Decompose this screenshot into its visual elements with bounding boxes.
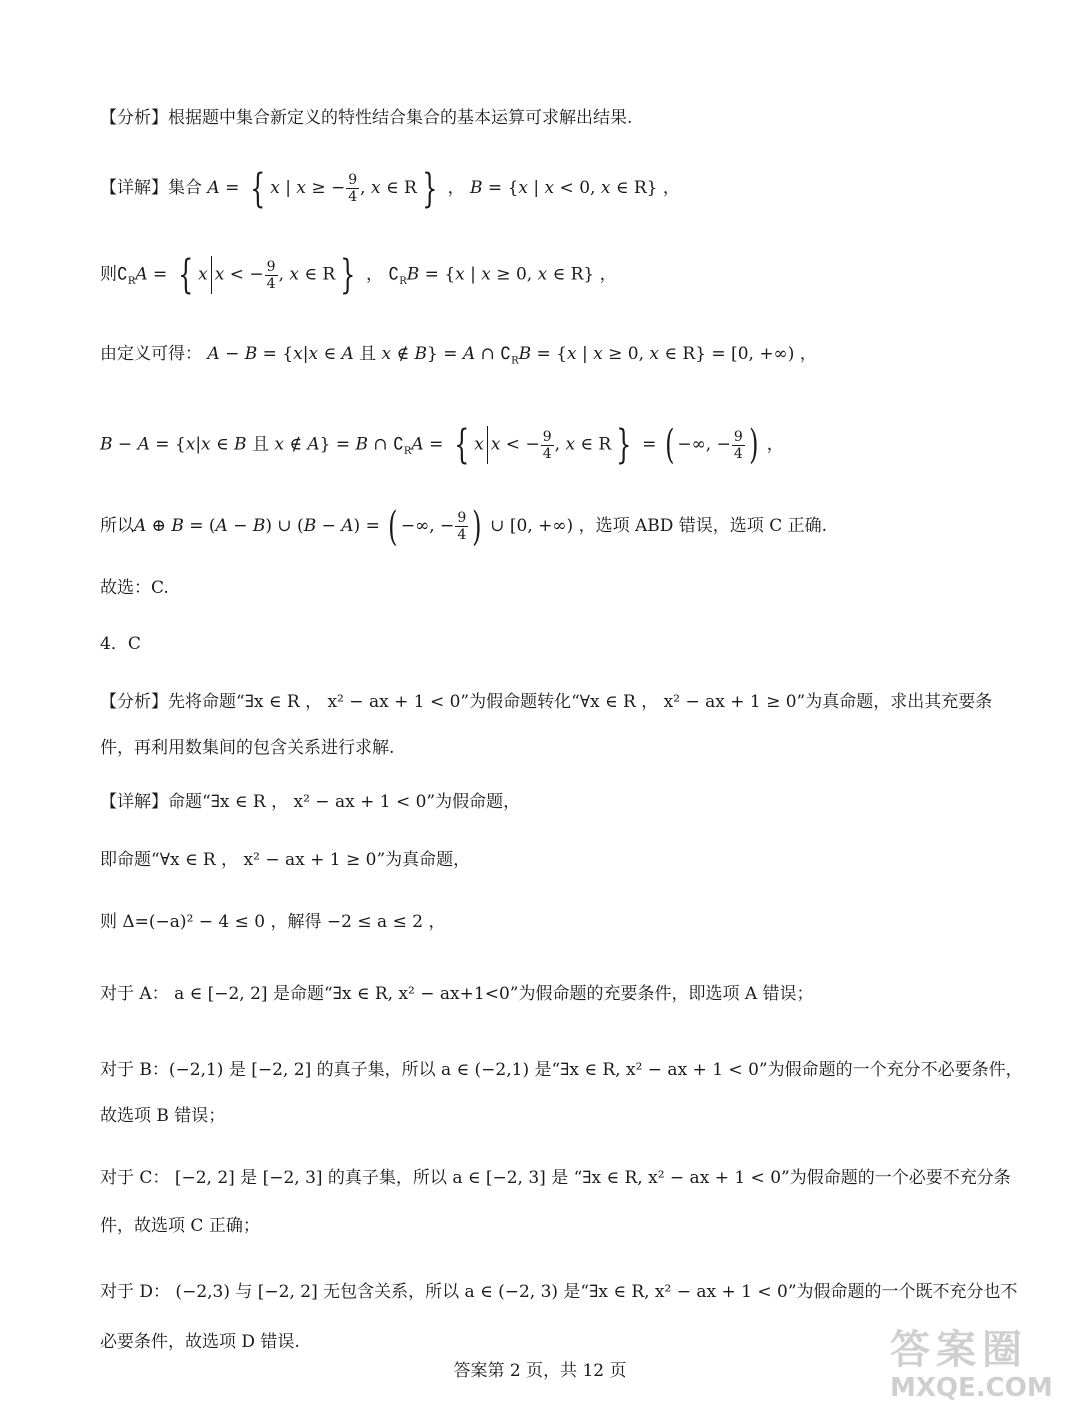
- q4-analysis-line1: 【分析】先将命题“∃x ∈ R ， x² − ax + 1 < 0”为假命题转化“∀x ∈ R ， x² − ax + 1 ≥ 0”为真命题，求出其充要条: [100, 692, 993, 712]
- detail-label: 【详解】: [100, 178, 168, 198]
- then-prefix: 则: [100, 264, 117, 285]
- detail-prefix: 集合: [168, 178, 202, 198]
- a-minus-b-line: 由定义可得： A − B = {x|x ∈ A 且 x ∉ B} = A ∩ $∁_RB = \{x$ | x ≥ 0, x ∈ R} = [0, +∞) ，: [100, 344, 817, 367]
- option-d-line1: 对于 D： (−2,3) 与 [−2, 2] 无包含关系，所以 a ∈ (−2, 3) 是“∃x ∈ R, x² − ax + 1 < 0”为假命题的一个既不充分也不: [100, 1282, 1018, 1302]
- q4-analysis-label: 【分析】: [100, 692, 168, 712]
- analysis-label: 【分析】: [100, 108, 168, 128]
- option-a: 对于 A： a ∈ [−2, 2] 是命题“∃x ∈ R, x² − ax+1<0”为假命题的充要条件，即选项 A 错误；: [100, 984, 814, 1004]
- q4-analysis-line2: 件，再利用数集间的包含关系进行求解.: [100, 738, 395, 758]
- def-prefix: 由定义可得：: [100, 344, 202, 364]
- option-b-line2: 故选项 B 错误；: [100, 1106, 226, 1126]
- watermark-logo: [890, 1318, 1080, 1408]
- q4-answer: 4．C: [100, 634, 141, 654]
- option-d-line2: 必要条件，故选项 D 错误.: [100, 1332, 300, 1352]
- option-c-line2: 件，故选项 C 正确；: [100, 1216, 260, 1236]
- b-minus-a-line: B − A = {x|x ∈ B 且 x ∉ A} = B ∩ $∁_RA$ = { x x < − $\frac{9}{4}$ , x ∈ R } = ( −∞, − $\frac{9}{4}$ ) ，: [100, 422, 784, 468]
- complement-line: 则$∁_RA$ = { x x < − $\frac{9}{4}$ , x ∈ R } ， $∁_RB = \{x$ | x ≥ 0, x ∈ R} ，: [100, 252, 617, 298]
- watermark-bottom: MXQE.COM: [890, 1373, 1053, 1403]
- watermark-top: 答案圈: [890, 1327, 1028, 1373]
- symmetric-difference-line: 所以A ⊕ B = (A − B) ∪ (B − A) = ( −∞, − $\frac{9}{4}$ ) ∪ [0, +∞) ，选项 ABD 错误，选项 C 正确.: [100, 503, 828, 550]
- q4-detail-line1: 【详解】命题“∃x ∈ R ， x² − ax + 1 < 0”为假命题，: [100, 792, 521, 812]
- analysis-line: [100, 106, 1000, 130]
- choose-line: 故选：C.: [100, 578, 169, 598]
- analysis-text: 根据题中集合新定义的特性结合集合的基本运算可求解出结果.: [168, 108, 633, 128]
- so-suffix: ，选项 ABD 错误，选项 C 正确.: [578, 516, 828, 536]
- page-footer: 答案第 2 页，共 12 页: [453, 1361, 627, 1381]
- option-b-line1: 对于 B：(−2,1) 是 [−2, 2] 的真子集，所以 a ∈ (−2,1) 是“∃x ∈ R, x² − ax + 1 < 0”为假命题的一个充分不必要条件，: [100, 1060, 1023, 1080]
- q4-detail-line2: 即命题“∀x ∈ R ， x² − ax + 1 ≥ 0”为真命题，: [100, 850, 471, 870]
- option-c-line1: 对于 C： [−2, 2] 是 [−2, 3] 的真子集，所以 a ∈ [−2, 3] 是 “∃x ∈ R, x² − ax + 1 < 0”为假命题的一个必要不充分条: [100, 1168, 1011, 1188]
- so-prefix: 所以: [100, 516, 134, 536]
- q4-detail-label: 【详解】: [100, 792, 168, 812]
- set-definition-line: 【详解】集合 A = { x | x ≥ − $\frac{9}{4}$ , x ∈ R } ， B = {x | x < 0, x ∈ R} ，: [100, 165, 680, 212]
- q4-detail-line3: 则 Δ=(−a)² − 4 ≤ 0 ，解得 −2 ≤ a ≤ 2 ，: [100, 912, 446, 932]
